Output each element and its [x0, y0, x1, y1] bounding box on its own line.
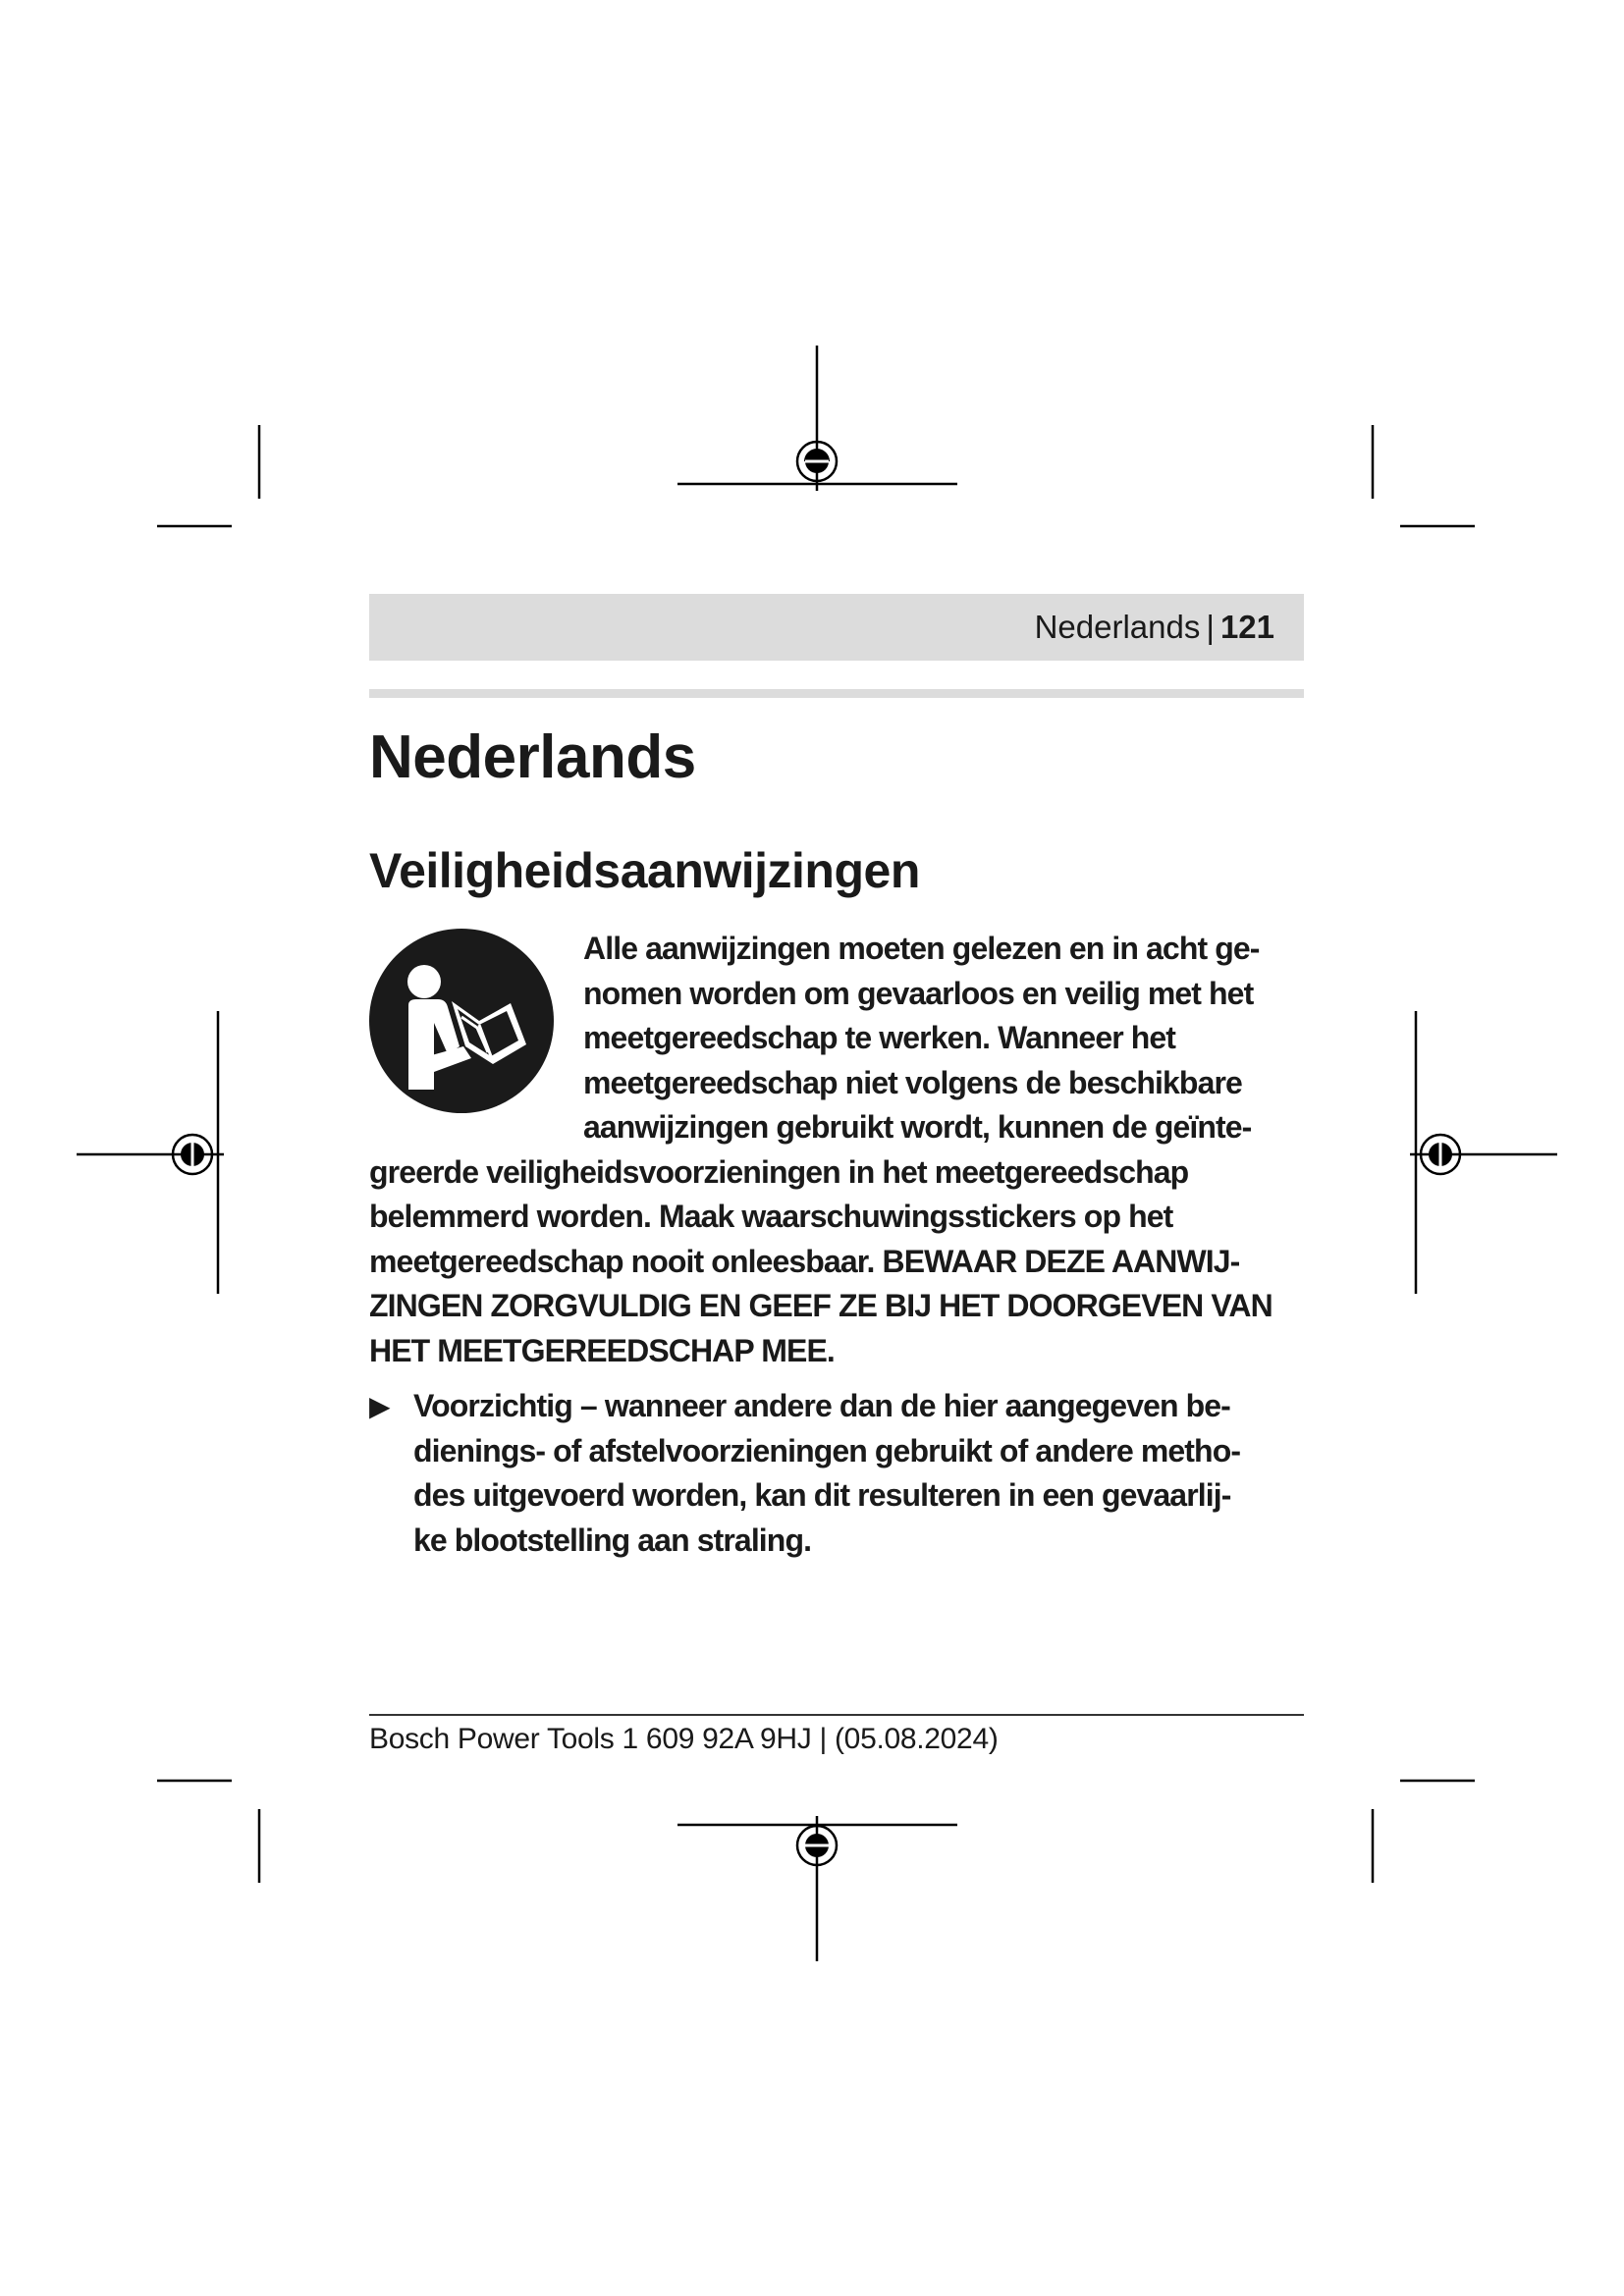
- header-divider: [369, 689, 1304, 698]
- intro-line: greerde veiligheidsvoorzieningen in het meetgereedschap: [369, 1153, 1189, 1190]
- intro-line: Alle aanwijzingen moeten gelezen en in acht ge-: [583, 931, 1260, 966]
- intro-line: nomen worden om gevaarloos en veilig met het: [583, 975, 1254, 1011]
- warning-text: [413, 1384, 1240, 1563]
- read-manual-icon: [369, 929, 554, 1113]
- bullet-arrow-icon: ▶: [369, 1391, 391, 1421]
- section-title: Veiligheidsaanwijzingen: [369, 843, 920, 898]
- intro-line: meetgereedschap te werken. Wanneer het: [583, 1020, 1176, 1055]
- header-separator: |: [1206, 609, 1215, 645]
- intro-line: HET MEETGEREEDSCHAP MEE.: [369, 1332, 835, 1368]
- intro-line: aanwijzingen gebruikt wordt, kunnen de geïnte-: [583, 1109, 1252, 1145]
- footer-divider: [369, 1714, 1304, 1716]
- page-number: 121: [1219, 609, 1274, 645]
- warning-line: dienings- of afstelvoorzieningen gebruikt of andere metho-: [413, 1432, 1241, 1468]
- header-language: Nederlands: [1034, 609, 1201, 645]
- page-header: [369, 594, 1304, 661]
- intro-line: meetgereedschap niet volgens de beschikbare: [583, 1064, 1242, 1100]
- intro-line: belemmerd worden. Maak waarschuwingsstickers op het: [369, 1199, 1173, 1234]
- warning-line: ke blootstelling aan straling.: [413, 1522, 812, 1558]
- header-label: [1035, 608, 1274, 647]
- intro-text-full: [369, 1150, 1272, 1374]
- warning-line: des uitgevoerd worden, kan dit resulteren in een gevaarlij-: [413, 1477, 1231, 1513]
- warning-line: Voorzichtig – wanneer andere dan de hier aangegeven be-: [413, 1388, 1230, 1423]
- intro-line: ZINGEN ZORGVULDIG EN GEEF ZE BIJ HET DOORGEVEN VAN: [369, 1288, 1272, 1323]
- page-title: Nederlands: [369, 723, 696, 791]
- intro-line: meetgereedschap nooit onleesbaar. BEWAAR DEZE AANWIJ-: [369, 1243, 1240, 1279]
- intro-text-wrapped: [583, 927, 1260, 1150]
- footer-text: Bosch Power Tools 1 609 92A 9HJ | (05.08.2024): [369, 1723, 999, 1755]
